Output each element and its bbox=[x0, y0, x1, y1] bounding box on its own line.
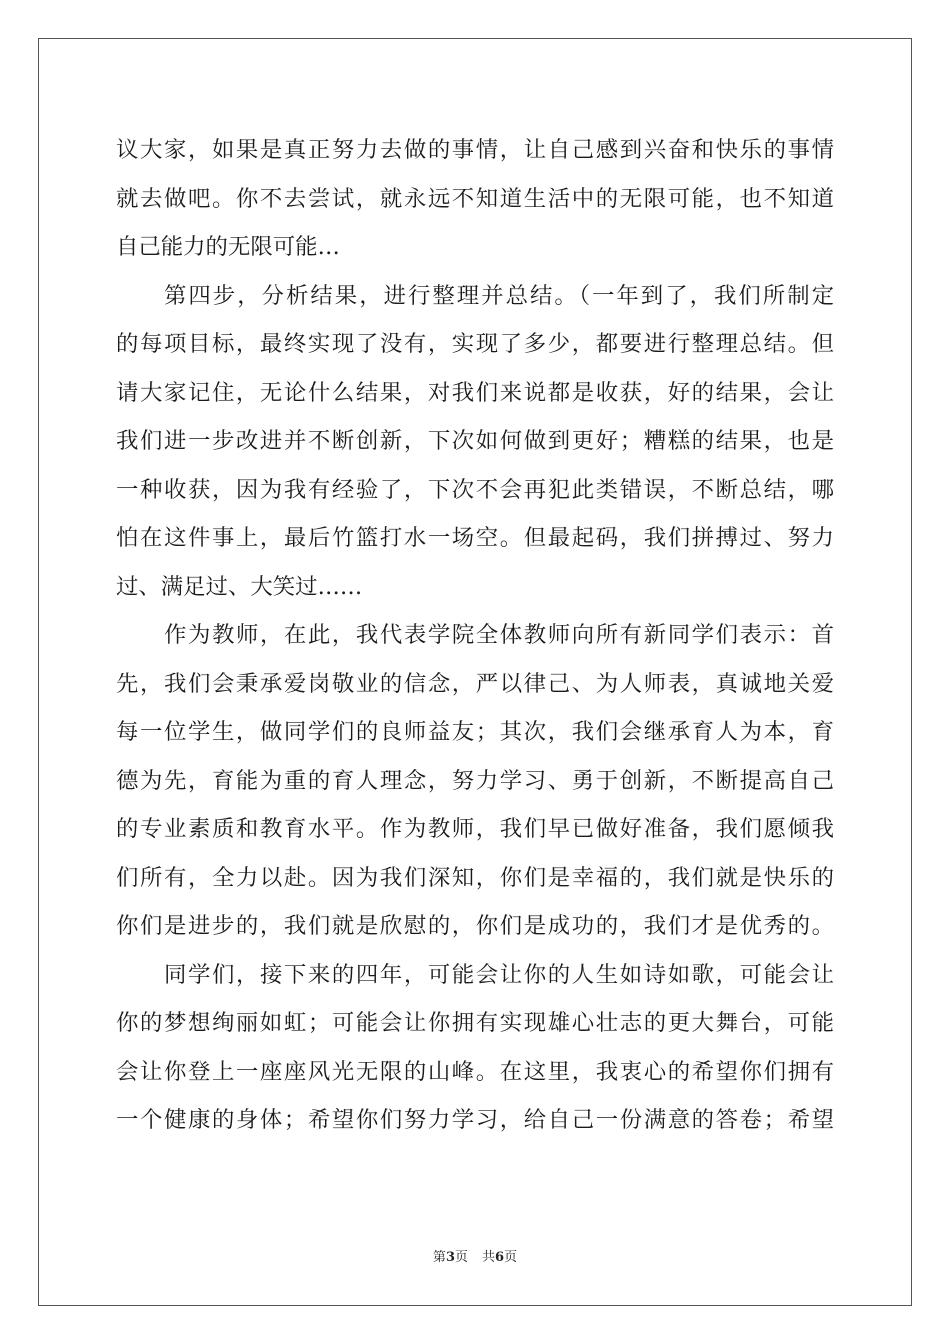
text-line: 一个健康的身体；希望你们努力学习，给自己一份满意的答卷；希望 bbox=[116, 1107, 834, 1133]
text-line: 的专业素质和教育水平。作为教师，我们早已做好准备，我们愿倾我 bbox=[116, 816, 834, 842]
text-line: 同学们，接下来的四年，可能会让你的人生如诗如歌，可能会让 bbox=[164, 961, 834, 988]
page-number-footer bbox=[0, 1246, 950, 1265]
text-line: 怕在这件事上，最后竹篮打水一场空。但最起码，我们拼搏过、努力 bbox=[116, 525, 834, 551]
text-line: 作为教师，在此，我代表学院全体教师向所有新同学们表示：首 bbox=[164, 622, 834, 648]
text-line: 就去做吧。你不去尝试，就永远不知道生活中的无限可能，也不知道 bbox=[116, 185, 834, 212]
text-line: 你的梦想绚丽如虹；可能会让你拥有实现雄心壮志的更大舞台，可能 bbox=[116, 1010, 834, 1036]
text-line: 德为先，育能为重的育人理念，努力学习、勇于创新，不断提高自己 bbox=[116, 767, 834, 794]
text-line: 先，我们会秉承爱岗敬业的信念，严以律己、为人师表，真诚地关爱 bbox=[116, 670, 834, 697]
text-line: 的每项目标，最终实现了没有，实现了多少，都要进行整理总结。但 bbox=[116, 331, 834, 357]
text-line: 会让你登上一座座风光无限的山峰。在这里，我衷心的希望你们拥有 bbox=[116, 1058, 834, 1085]
text-line: 过、满足过、大笑过…… bbox=[116, 573, 363, 600]
text-line: 一种收获，因为我有经验了，下次不会再犯此类错误，不断总结，哪 bbox=[116, 476, 834, 503]
text-line: 我们进一步改进并不断创新，下次如何做到更好；糟糕的结果，也是 bbox=[116, 428, 834, 454]
text-line: 请大家记住，无论什么结果，对我们来说都是收获，好的结果，会让 bbox=[116, 379, 834, 406]
text-line: 议大家，如果是真正努力去做的事情，让自己感到兴奋和快乐的事情 bbox=[116, 137, 834, 163]
page-prefix: 第 bbox=[432, 1250, 446, 1265]
text-line: 们所有，全力以赴。因为我们深知，你们是幸福的，我们就是快乐的 bbox=[116, 864, 834, 891]
text-line: 你们是进步的，我们就是欣慰的，你们是成功的，我们才是优秀的。 bbox=[116, 913, 834, 939]
current-page-number: 3 bbox=[445, 1250, 455, 1265]
total-suffix: 页 bbox=[504, 1250, 518, 1265]
page-suffix: 页 bbox=[454, 1250, 468, 1265]
text-line: 第四步，分析结果，进行整理并总结。（一年到了，我们所制定 bbox=[164, 282, 834, 309]
total-prefix: 共 bbox=[482, 1250, 496, 1265]
total-page-number: 6 bbox=[495, 1250, 505, 1265]
text-line: 自己能力的无限可能… bbox=[116, 234, 340, 260]
document-body bbox=[116, 130, 834, 1149]
text-line: 每一位学生，做同学们的良师益友；其次，我们会继承育人为本，育 bbox=[116, 719, 834, 745]
